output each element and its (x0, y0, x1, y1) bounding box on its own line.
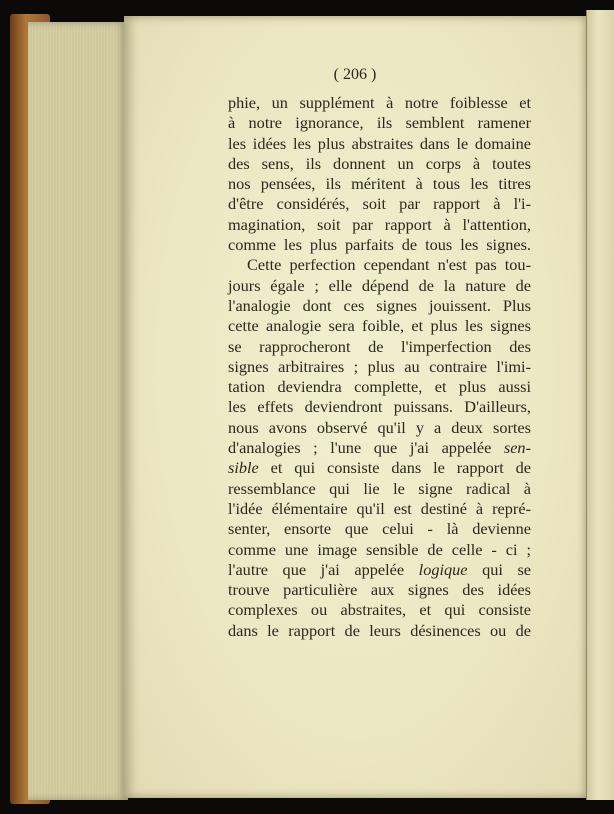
text-line (228, 357, 531, 377)
text-segment: phie, un supplément à notre foiblesse et (228, 93, 531, 112)
text-line (228, 276, 531, 296)
text-segment: comme une image sensible de celle - ci ; (228, 539, 531, 559)
page-number: ( 206 ) (333, 66, 377, 83)
paragraph-first-line (228, 255, 531, 275)
text-segment: qui se (467, 559, 532, 579)
text-segment: à notre ignorance, ils semblent ramener (228, 113, 531, 133)
text-line (228, 397, 531, 417)
text-segment: d'être considérés, soit par rapport à l'i- (228, 194, 531, 214)
italic-term: logique (418, 559, 468, 579)
text-line (228, 235, 531, 255)
facing-page-edge (586, 10, 614, 800)
text-segment: se rapprocheront de l'imperfection des (228, 336, 531, 356)
page-text (228, 93, 531, 641)
text-segment: nos pensées, ils méritent à tous les titres (228, 174, 531, 194)
page-stack-edge (28, 22, 128, 800)
text-line (228, 499, 531, 519)
text-line (228, 113, 531, 133)
text-segment: nous avons observé qu'il y a deux sortes (228, 417, 531, 437)
text-segment: cette analogie sera foible, et plus les signes (228, 316, 531, 336)
text-line (228, 377, 531, 397)
text-segment: l'idée élémentaire qu'il est destiné à repré- (228, 498, 531, 518)
text-line (228, 154, 531, 174)
text-segment: les effets deviendront puissans. D'ailleurs, (228, 397, 531, 417)
text-line (228, 621, 531, 641)
text-line (228, 337, 531, 357)
text-segment: l'analogie dont ces signes jouissent. Plus (228, 295, 531, 315)
text-segment: des sens, ils donnent un corps à toutes (228, 153, 531, 173)
text-segment: l'autre que j'ai appelée (228, 559, 419, 579)
italic-term: sen- (503, 438, 531, 458)
text-line (228, 215, 531, 235)
text-line (228, 438, 531, 458)
text-segment: et qui consiste dans le rapport de (258, 458, 531, 478)
text-line (228, 458, 531, 478)
text-line (228, 174, 531, 194)
text-segment: tation deviendra complette, et plus aussi (228, 377, 531, 397)
text-line (228, 600, 531, 620)
text-segment: signes arbitraires ; plus au contraire l'imi- (228, 356, 531, 376)
text-segment: Cette perfection cependant n'est pas tou- (247, 255, 531, 275)
text-segment: jours égale ; elle dépend de la nature de (228, 275, 531, 295)
text-segment: comme les plus parfaits de tous les signes. (228, 235, 531, 255)
text-line (228, 519, 531, 539)
text-segment: ressemblance qui lie le signe radical à (228, 478, 531, 498)
text-line (228, 418, 531, 438)
text-line (228, 580, 531, 600)
text-line (228, 540, 531, 560)
text-segment: dans le rapport de leurs désinences ou de (228, 620, 531, 640)
italic-term: sible (228, 458, 259, 478)
text-segment: magination, soit par rapport à l'attention, (228, 214, 531, 234)
text-line (228, 93, 531, 113)
text-line (228, 316, 531, 336)
text-segment: trouve particulière aux signes des idées (228, 580, 531, 600)
text-line (228, 194, 531, 214)
text-segment: d'analogies ; l'une que j'ai appelée (228, 438, 504, 458)
text-segment: les idées les plus abstraites dans le domaine (228, 133, 531, 153)
text-line (228, 134, 531, 154)
text-segment: complexes ou abstraites, et qui consiste (228, 600, 531, 620)
text-line (228, 296, 531, 316)
text-line (228, 560, 531, 580)
text-line (228, 479, 531, 499)
text-segment: senter, ensorte que celui - là devienne (228, 519, 531, 539)
